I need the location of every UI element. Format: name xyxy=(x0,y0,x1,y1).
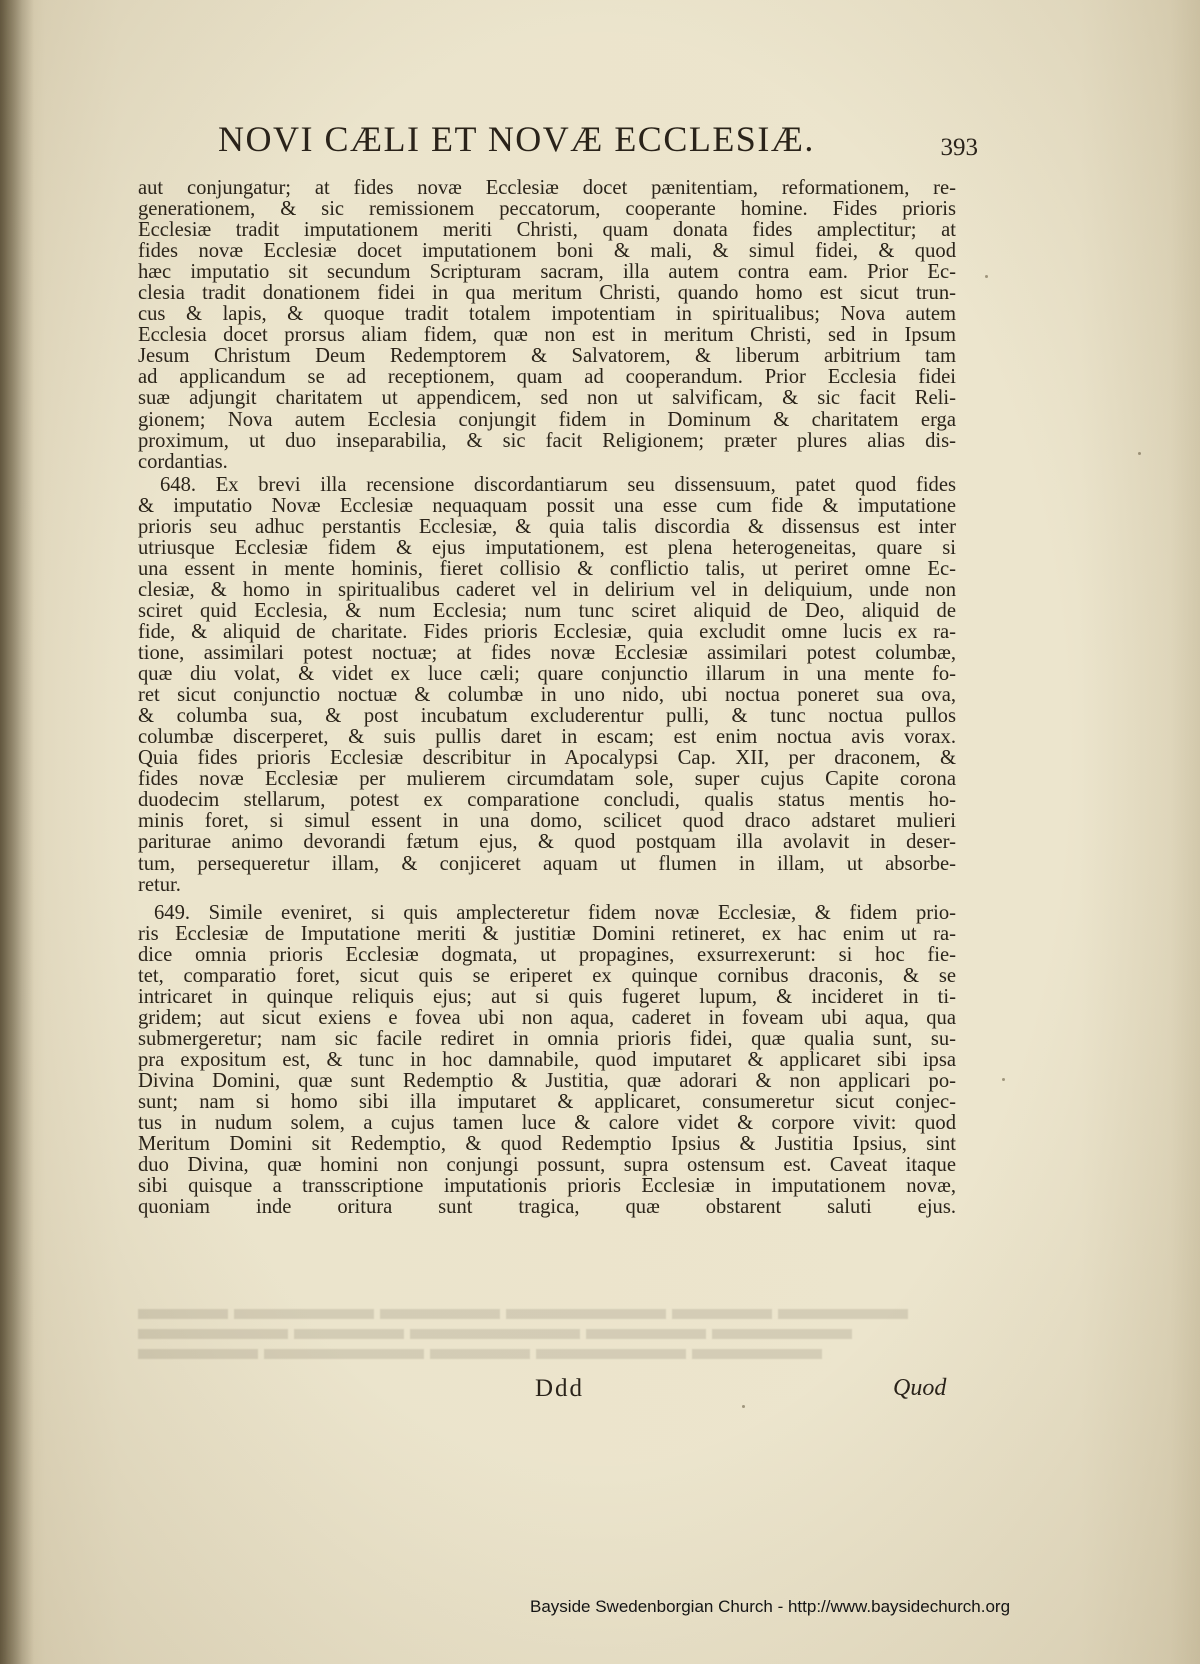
credit-footer: Bayside Swedenborgian Church - http://www.baysidechurch.org xyxy=(530,1597,1011,1616)
text-line: 649. Simile eveniret, si quis amplecteretur fidem novæ Ecclesiæ, & fidem prio- xyxy=(154,901,956,924)
text-line: suæ adjungit charitatem ut appendicem, sed non ut salvificam, & sic facit Reli- xyxy=(138,387,956,410)
text-line: columbæ discerperet, & suis pullis daret in escam; est enim noctua avis vorax. xyxy=(138,726,956,749)
text-line: & columba sua, & post incubatum excluderentur pulli, & tunc noctua pullos xyxy=(138,705,956,728)
text-line: Ecclesiæ tradit imputationem meriti Christi, quam donata fides amplectitur; at xyxy=(138,219,956,242)
text-line: ris Ecclesiæ de Imputatione meriti & justitiæ Domini retineret, ex hac enim ut ra- xyxy=(138,922,956,945)
text-line: quæ diu volat, & videt ex luce cæli; quare conjunctio illarum in una mente fo- xyxy=(138,663,956,686)
running-head: NOVI CÆLI ET NOVÆ ECCLESIÆ. xyxy=(218,119,815,159)
text-line: fides novæ Ecclesiæ per mulierem circumdatam sole, super cujus Capite corona xyxy=(138,768,956,791)
text-line: duo Divina, quæ homini non conjungi possunt, supra ostensum est. Caveat itaque xyxy=(138,1154,956,1177)
text-line: proximum, ut duo inseparabilia, & sic facit Religionem; præter plures alias dis- xyxy=(138,429,956,452)
text-line: retur. xyxy=(138,873,181,896)
text-line: tet, comparatio foret, sicut quis se eriperet ex quinque cornibus draconis, & se xyxy=(138,964,956,987)
text-line: intricaret in quinque reliquis ejus; aut si quis fugeret lupum, & incideret in ti- xyxy=(138,985,956,1008)
page-number: 393 xyxy=(940,134,978,161)
text-line: fide, & aliquid de charitate. Fides prioris Ecclesiæ, quia excludit omne lucis ex ra- xyxy=(138,620,956,643)
text-line: tione, assimilari potest noctuæ; at fides novæ Ecclesiæ assimilari potest columbæ, xyxy=(138,642,956,665)
text-line: generationem, & sic remissionem peccatorum, cooperante homine. Fides prioris xyxy=(138,198,956,221)
text-line: pariturae animo devorandi fætum ejus, & quod postquam illa avolavit in deser- xyxy=(138,831,956,854)
text-line: quoniam inde oritura sunt tragica, quæ obstarent saluti ejus. xyxy=(138,1196,956,1219)
text-line: gridem; aut sicut exiens e fovea ubi non aqua, caderet in foveam ubi aqua, qua xyxy=(138,1006,956,1029)
paper-speck xyxy=(1002,1078,1005,1081)
text-line: fides novæ Ecclesiæ docet imputationem boni & mali, & simul fidei, & quod xyxy=(138,240,956,263)
text-line: sunt; nam si homo sibi illa imputaret & applicaret, consumeretur sicut conjec- xyxy=(138,1091,956,1114)
text-line: Jesum Christum Deum Redemptorem & Salvatorem, & liberum arbitrium tam xyxy=(138,345,956,368)
text-line: duodecim stellarum, potest ex comparatione concludi, qualis status mentis ho- xyxy=(138,789,956,812)
text-line: Meritum Domini sit Redemptio, & quod Redemptio Ipsius & Justitia Ipsius, sint xyxy=(138,1133,956,1156)
text-line: submergeretur; nam sic facile rediret in omnia prioris fidei, quæ qualia sunt, su- xyxy=(138,1027,956,1050)
text-line: sciret quid Ecclesia, & num Ecclesia; num tunc sciret aliquid de Deo, aliquid de xyxy=(138,599,956,622)
text-line: ad applicandum se ad receptionem, quam ad cooperandum. Prior Ecclesia fidei xyxy=(138,366,956,389)
text-line: clesia tradit donationem fidei in qua meritum Christi, quando homo est sicut trun- xyxy=(138,282,956,305)
text-line: Ecclesia docet prorsus aliam fidem, quæ non est in meritum Christi, sed in Ipsum xyxy=(138,324,956,347)
text-line: Quia fides prioris Ecclesiæ describitur in Apocalypsi Cap. XII, per draconem, & xyxy=(138,747,956,770)
text-line: pra expositum est, & tunc in hoc damnabile, quod imputaret & applicaret sibi ipsa xyxy=(138,1048,956,1071)
text-line: sibi quisque a transscriptione imputationis prioris Ecclesiæ in imputationem novæ, xyxy=(138,1175,956,1198)
paragraph-648 xyxy=(138,475,956,896)
text-line: gionem; Nova autem Ecclesia conjungit fidem in Dominum & charitatem erga xyxy=(138,408,956,431)
text-line: prioris seu adhuc perstantis Ecclesiæ, & quia talis discordia & dissensus est inter xyxy=(138,515,956,538)
signature-mark: Ddd xyxy=(535,1375,585,1402)
text-line: cus & lapis, & quoque tradit totalem impotentiam in spiritualibus; Nova autem xyxy=(138,303,956,326)
paragraph-649 xyxy=(138,903,956,1219)
text-line: dice omnia prioris Ecclesiæ dogmata, ut propagines, exsurrexerunt: si hoc fie- xyxy=(138,943,956,966)
text-line: minis foret, si simul essent in una domo, scilicet quod draco adstaret mulieri xyxy=(138,810,956,833)
catchword: Quod xyxy=(893,1375,947,1401)
paragraph-647-end xyxy=(138,178,956,473)
text-line: tum, persequeretur illam, & conjiceret aquam ut flumen in illam, ut absorbe- xyxy=(138,852,956,875)
page-header xyxy=(218,118,978,168)
body-text xyxy=(138,178,956,1218)
text-line: aut conjungatur; at fides novæ Ecclesiæ docet pænitentiam, reformationem, re- xyxy=(138,177,956,199)
text-line: & imputatio Novæ Ecclesiæ nequaquam possit una esse cum fide & imputatione xyxy=(138,494,956,517)
paper-speck xyxy=(742,1405,745,1408)
text-line: Divina Domini, quæ sunt Redemptio & Justitia, quæ adorari & non applicari po- xyxy=(138,1069,956,1092)
show-through-ink xyxy=(138,1304,958,1364)
paper-speck xyxy=(985,275,988,278)
text-line: hæc imputatio sit secundum Scripturam sacram, illa autem contra eam. Prior Ec- xyxy=(138,261,956,284)
text-line: 648. Ex brevi illa recensione discordantiarum seu dissensuum, patet quod fides xyxy=(160,473,956,496)
text-line: ret sicut conjunctio noctuæ & columbæ in uno nido, ubi noctua poneret sua ova, xyxy=(138,684,956,707)
text-line: una essent in mente hominis, fieret collisio & conflictio talis, ut periret omne Ec- xyxy=(138,557,956,580)
paper-speck xyxy=(1138,452,1141,455)
text-line: clesiæ, & homo in spiritualibus caderet vel in delirium vel in deliquium, unde non xyxy=(138,578,956,601)
binding-gutter-shadow xyxy=(0,0,34,1664)
text-line: utriusque Ecclesiæ fidem & ejus imputationem, est plena heterogeneitas, quare si xyxy=(138,536,956,559)
text-line: tus in nudum solem, a cujus tamen luce & calore videt & corpore vivit: quod xyxy=(138,1112,956,1135)
text-line: cordantias. xyxy=(138,450,228,473)
